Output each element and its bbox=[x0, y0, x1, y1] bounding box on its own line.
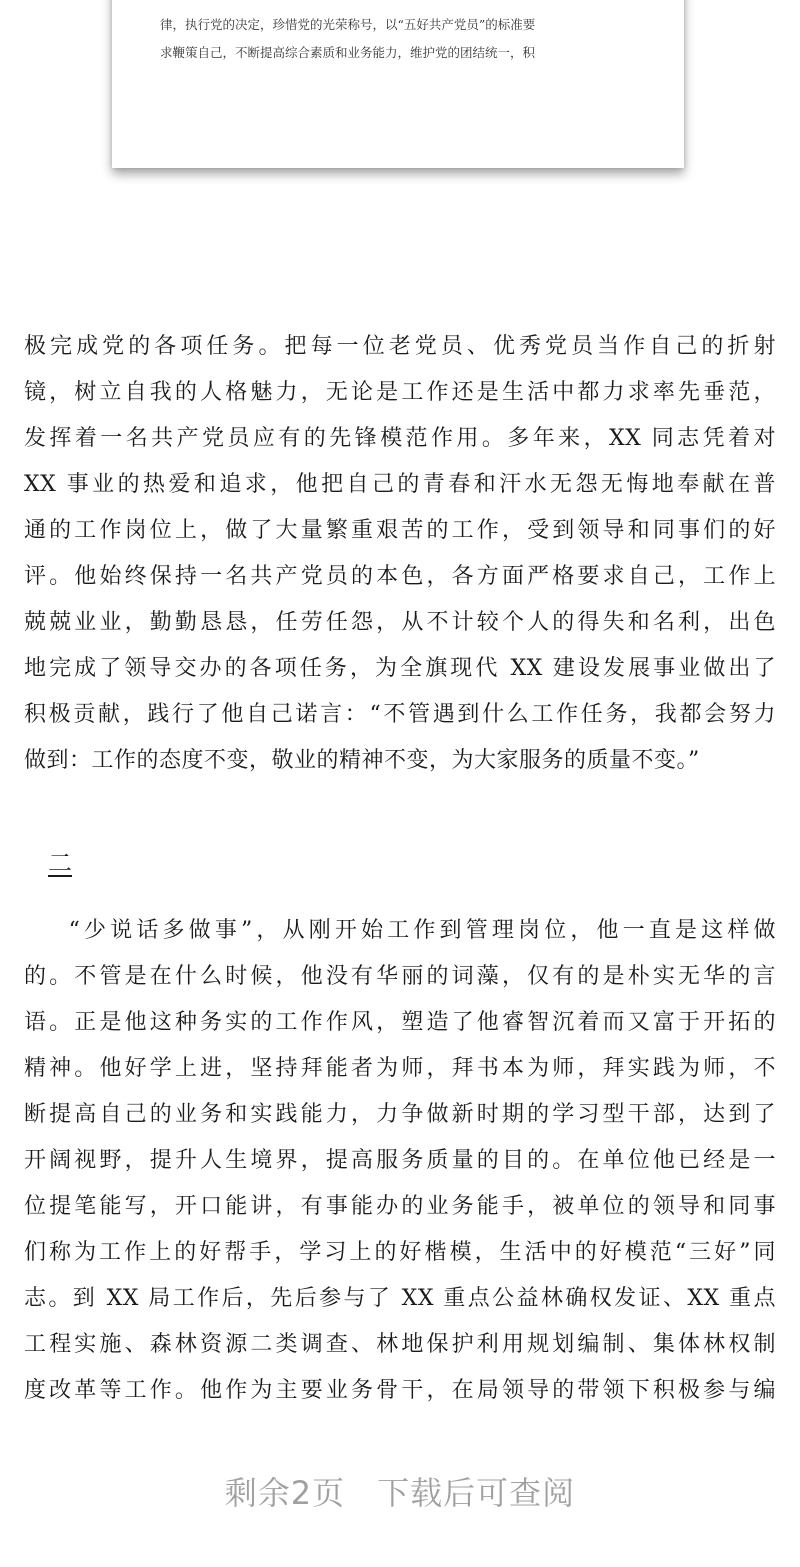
text-line: 积极贡献，践行了他自己诺言：“不管遇到什么工作任务，我都会努力 bbox=[24, 702, 776, 727]
preview-page-card bbox=[112, 0, 684, 168]
text-line: 位提笔能写，开口能讲，有事能办的业务能手，被单位的领导和同事 bbox=[24, 1194, 776, 1219]
text-line: 发挥着一名共产党员应有的先锋模范作用。多年来，XX 同志凭着对 bbox=[24, 426, 776, 451]
preview-line: 求鞭策自己，不断提高综合素质和业务能力，维护党的团结统一，积 bbox=[160, 45, 536, 60]
text-line: 极完成党的各项任务。把每一位老党员、优秀党员当作自己的折射 bbox=[24, 334, 776, 359]
text-line: 断提高自己的业务和实践能力，力争做新时期的学习型干部，达到了 bbox=[24, 1102, 776, 1127]
text-line: 开阔视野，提升人生境界，提高服务质量的目的。在单位他已经是一 bbox=[24, 1148, 776, 1173]
text-line: 志。到 XX 局工作后，先后参与了 XX 重点公益林确权发证、XX 重点 bbox=[24, 1286, 776, 1311]
remaining-pages-text: 剩余2页 bbox=[224, 1474, 346, 1512]
body-paragraph-2 bbox=[24, 908, 776, 1414]
text-line: XX 事业的热爱和追求，他把自己的青春和汗水无怨无悔地奉献在普 bbox=[24, 472, 776, 497]
text-line: 镜，树立自我的人格魅力，无论是工作还是生活中都力求率先垂范， bbox=[24, 380, 776, 405]
download-prompt[interactable] bbox=[0, 1468, 800, 1514]
text-line: 精神。他好学上进，坚持拜能者为师，拜书本为师，拜实践为师，不 bbox=[24, 1056, 776, 1081]
text-line: 的。不管是在什么时候，他没有华丽的词藻，仅有的是朴实无华的言 bbox=[24, 964, 776, 989]
text-line: 评。他始终保持一名共产党员的本色，各方面严格要求自己，工作上 bbox=[24, 564, 776, 589]
text-line: 语。正是他这种务实的工作作风，塑造了他睿智沉着而又富于开拓的 bbox=[24, 1010, 776, 1035]
text-line: 通的工作岗位上，做了大量繁重艰苦的工作，受到领导和同事们的好 bbox=[24, 518, 776, 543]
text-line: 们称为工作上的好帮手，学习上的好楷模，生活中的好模范“三好”同 bbox=[24, 1240, 776, 1265]
text-line: 度改革等工作。他作为主要业务骨干，在局领导的带领下积极参与编 bbox=[24, 1378, 776, 1403]
text-line: 地完成了领导交办的各项任务，为全旗现代 XX 建设发展事业做出了 bbox=[24, 656, 776, 681]
text-line: 兢兢业业，勤勤恳恳，任劳任怨，从不计较个人的得失和名利，出色 bbox=[24, 610, 776, 635]
body-paragraph-1 bbox=[24, 324, 776, 784]
text-line: 做到：工作的态度不变，敬业的精神不变，为大家服务的质量不变。” bbox=[24, 748, 700, 773]
preview-line: 律，执行党的决定，珍惜党的光荣称号，以“五好共产党员”的标准要 bbox=[160, 17, 536, 32]
download-to-view-text: 下载后可查阅 bbox=[377, 1474, 576, 1512]
text-line: 工程实施、森林资源二类调查、林地保护利用规划编制、集体林权制 bbox=[24, 1332, 776, 1357]
text-line: “少说话多做事”，从刚开始工作到管理岗位，他一直是这样做 bbox=[24, 918, 776, 943]
section-heading: 二 bbox=[48, 849, 72, 877]
